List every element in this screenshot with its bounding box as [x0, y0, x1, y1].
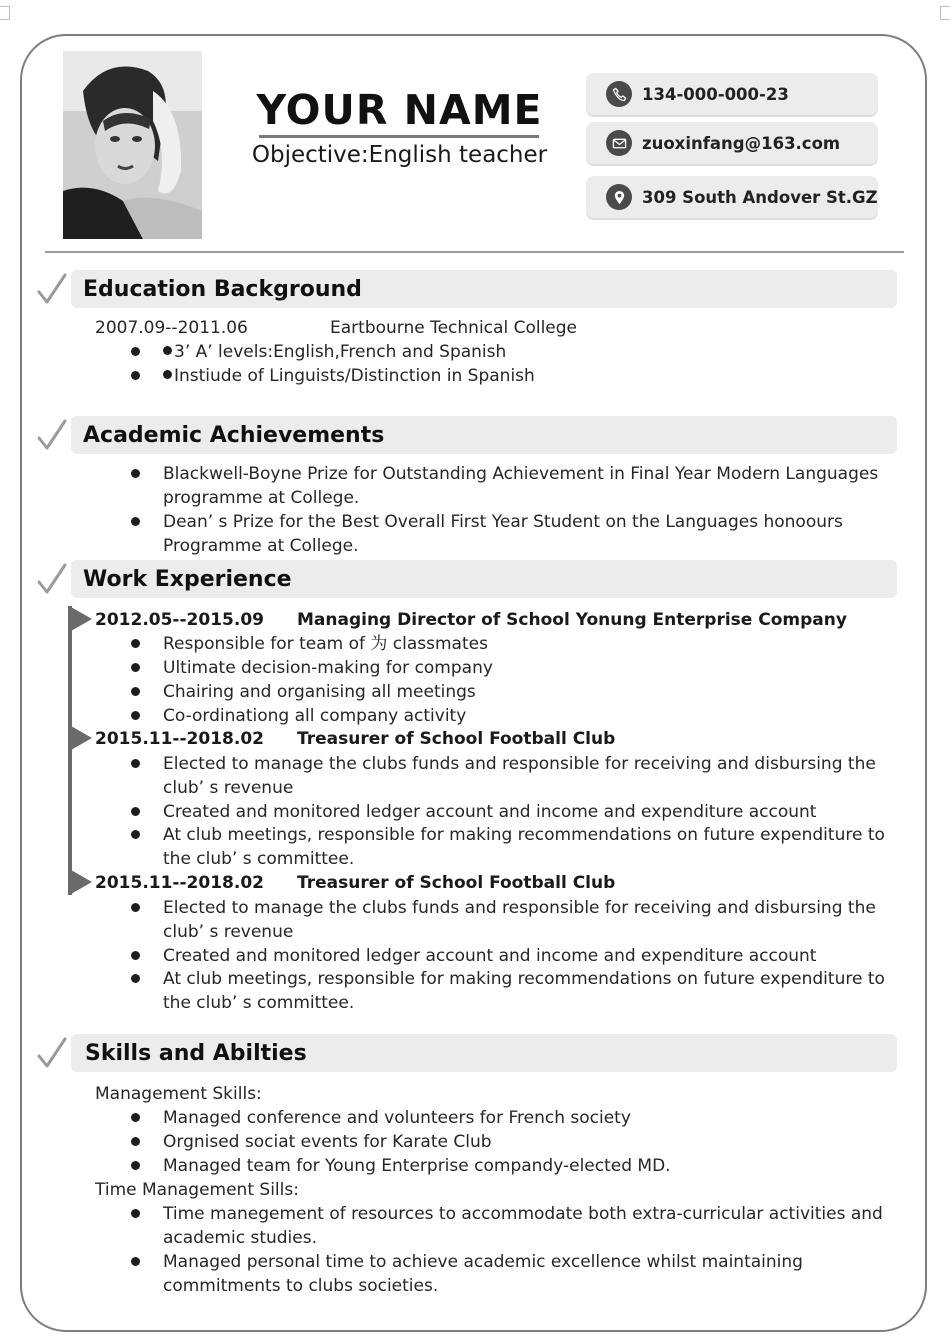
job-period: 2015.11--2018.02	[95, 873, 264, 893]
bullet	[131, 517, 140, 526]
job-duty: the club’ s committee.	[163, 849, 355, 869]
job-duty: Responsible for team of 为 classmates	[163, 634, 488, 654]
bullet	[131, 711, 140, 720]
bullet	[131, 1257, 140, 1266]
job-duty: Elected to manage the clubs funds and responsible for receiving and disbursing the	[163, 898, 876, 918]
bullet	[131, 1161, 140, 1170]
bullet	[131, 951, 140, 960]
job-duty: At club meetings, responsible for making recommendations on future expenditure to	[163, 969, 885, 989]
job-duty: Co-ordinationg all company activity	[163, 706, 467, 726]
checkmark-icon	[36, 1036, 68, 1070]
job-duty: Chairing and organising all meetings	[163, 682, 476, 702]
skill-item: Managed personal time to achieve academic excellence whilst maintaining	[163, 1252, 803, 1272]
contact-address	[586, 176, 878, 218]
checkmark-icon	[36, 418, 68, 452]
section-header-achievements: Academic Achievements	[71, 416, 897, 454]
phone-icon	[606, 81, 632, 107]
checkmark-icon	[36, 562, 68, 596]
candidate-name: YOUR NAME	[256, 86, 543, 134]
job-duty: the club’ s committee.	[163, 993, 355, 1013]
skill-item: academic studies.	[163, 1228, 317, 1248]
education-period: 2007.09--2011.06	[95, 318, 248, 338]
achievement-line: programme at College.	[163, 488, 360, 508]
bullet	[131, 807, 140, 816]
bullet	[131, 830, 140, 839]
contact-email	[586, 122, 878, 164]
achievement-line: Dean’ s Prize for the Best Overall First Year Student on the Languages honoours	[163, 512, 843, 532]
job-duty: Created and monitored ledger account and income and expenditure account	[163, 802, 817, 822]
objective-text: Objective:English teacher	[251, 142, 548, 168]
job-duty: Ultimate decision-making for company	[163, 658, 493, 678]
timeline-marker-icon	[71, 870, 92, 894]
job-period: 2015.11--2018.02	[95, 729, 264, 749]
timeline-marker-icon	[71, 726, 92, 750]
location-pin-icon	[606, 184, 632, 210]
job-duty: Elected to manage the clubs funds and responsible for receiving and disbursing the	[163, 754, 876, 774]
page-corner-mark-left	[0, 6, 10, 20]
job-duty: club’ s revenue	[163, 922, 294, 942]
education-item-text: Instiude of Linguists/Distinction in Spanish	[174, 366, 535, 386]
section-header-skills: Skills and Abilties	[71, 1034, 897, 1072]
job-title: Treasurer of School Football Club	[297, 729, 616, 749]
achievement-line: Blackwell-Boyne Prize for Outstanding Achievement in Final Year Modern Languages	[163, 464, 879, 484]
bullet	[131, 469, 140, 478]
job-title: Managing Director of School Yonung Enterprise Company	[297, 610, 847, 630]
skills-subheading: Time Management Sills:	[95, 1180, 299, 1200]
bullet	[131, 903, 140, 912]
header-divider	[45, 251, 904, 253]
bullet	[131, 974, 140, 983]
street-address: 309 South Andover St.GZ	[642, 187, 878, 207]
skill-item: commitments to clubs societies.	[163, 1276, 439, 1296]
education-item	[163, 340, 506, 364]
job-period: 2012.05--2015.09	[95, 610, 264, 630]
name-underline	[259, 135, 539, 138]
bullet	[131, 1113, 140, 1122]
bullet	[131, 1137, 140, 1146]
timeline-marker-icon	[71, 607, 92, 631]
job-duty: Created and monitored ledger account and income and expenditure account	[163, 946, 817, 966]
inline-bullet	[163, 370, 172, 379]
contact-phone	[586, 73, 878, 115]
skill-item: Orgnised sociat events for Karate Club	[163, 1132, 492, 1152]
skill-item: Managed conference and volunteers for French society	[163, 1108, 631, 1128]
mail-icon	[606, 130, 632, 156]
achievement-line: Programme at College.	[163, 536, 359, 556]
profile-photo	[63, 51, 202, 239]
page-corner-mark-right	[940, 6, 950, 20]
phone-number: 134-000-000-23	[642, 84, 789, 104]
bullet	[131, 347, 140, 356]
email-address: zuoxinfang@163.com	[642, 133, 841, 153]
education-item	[163, 364, 535, 388]
education-school: Eartbourne Technical College	[330, 318, 577, 338]
bullet	[131, 759, 140, 768]
section-header-work: Work Experience	[71, 560, 897, 598]
section-header-education: Education Background	[71, 270, 897, 308]
education-item-text: 3’ A’ levels:English,French and Spanish	[174, 342, 507, 362]
bullet	[131, 663, 140, 672]
bullet	[131, 687, 140, 696]
timeline-bar	[68, 606, 72, 895]
bullet	[131, 1209, 140, 1218]
skill-item: Managed team for Young Enterprise compandy-elected MD.	[163, 1156, 671, 1176]
inline-bullet	[163, 346, 172, 355]
bullet	[131, 639, 140, 648]
skill-item: Time manegement of resources to accommodate both extra-curricular activities and	[163, 1204, 883, 1224]
job-duty: club’ s revenue	[163, 778, 294, 798]
skills-subheading: Management Skills:	[95, 1084, 262, 1104]
checkmark-icon	[36, 272, 68, 306]
job-title: Treasurer of School Football Club	[297, 873, 616, 893]
job-duty: At club meetings, responsible for making recommendations on future expenditure to	[163, 825, 885, 845]
bullet	[131, 371, 140, 380]
